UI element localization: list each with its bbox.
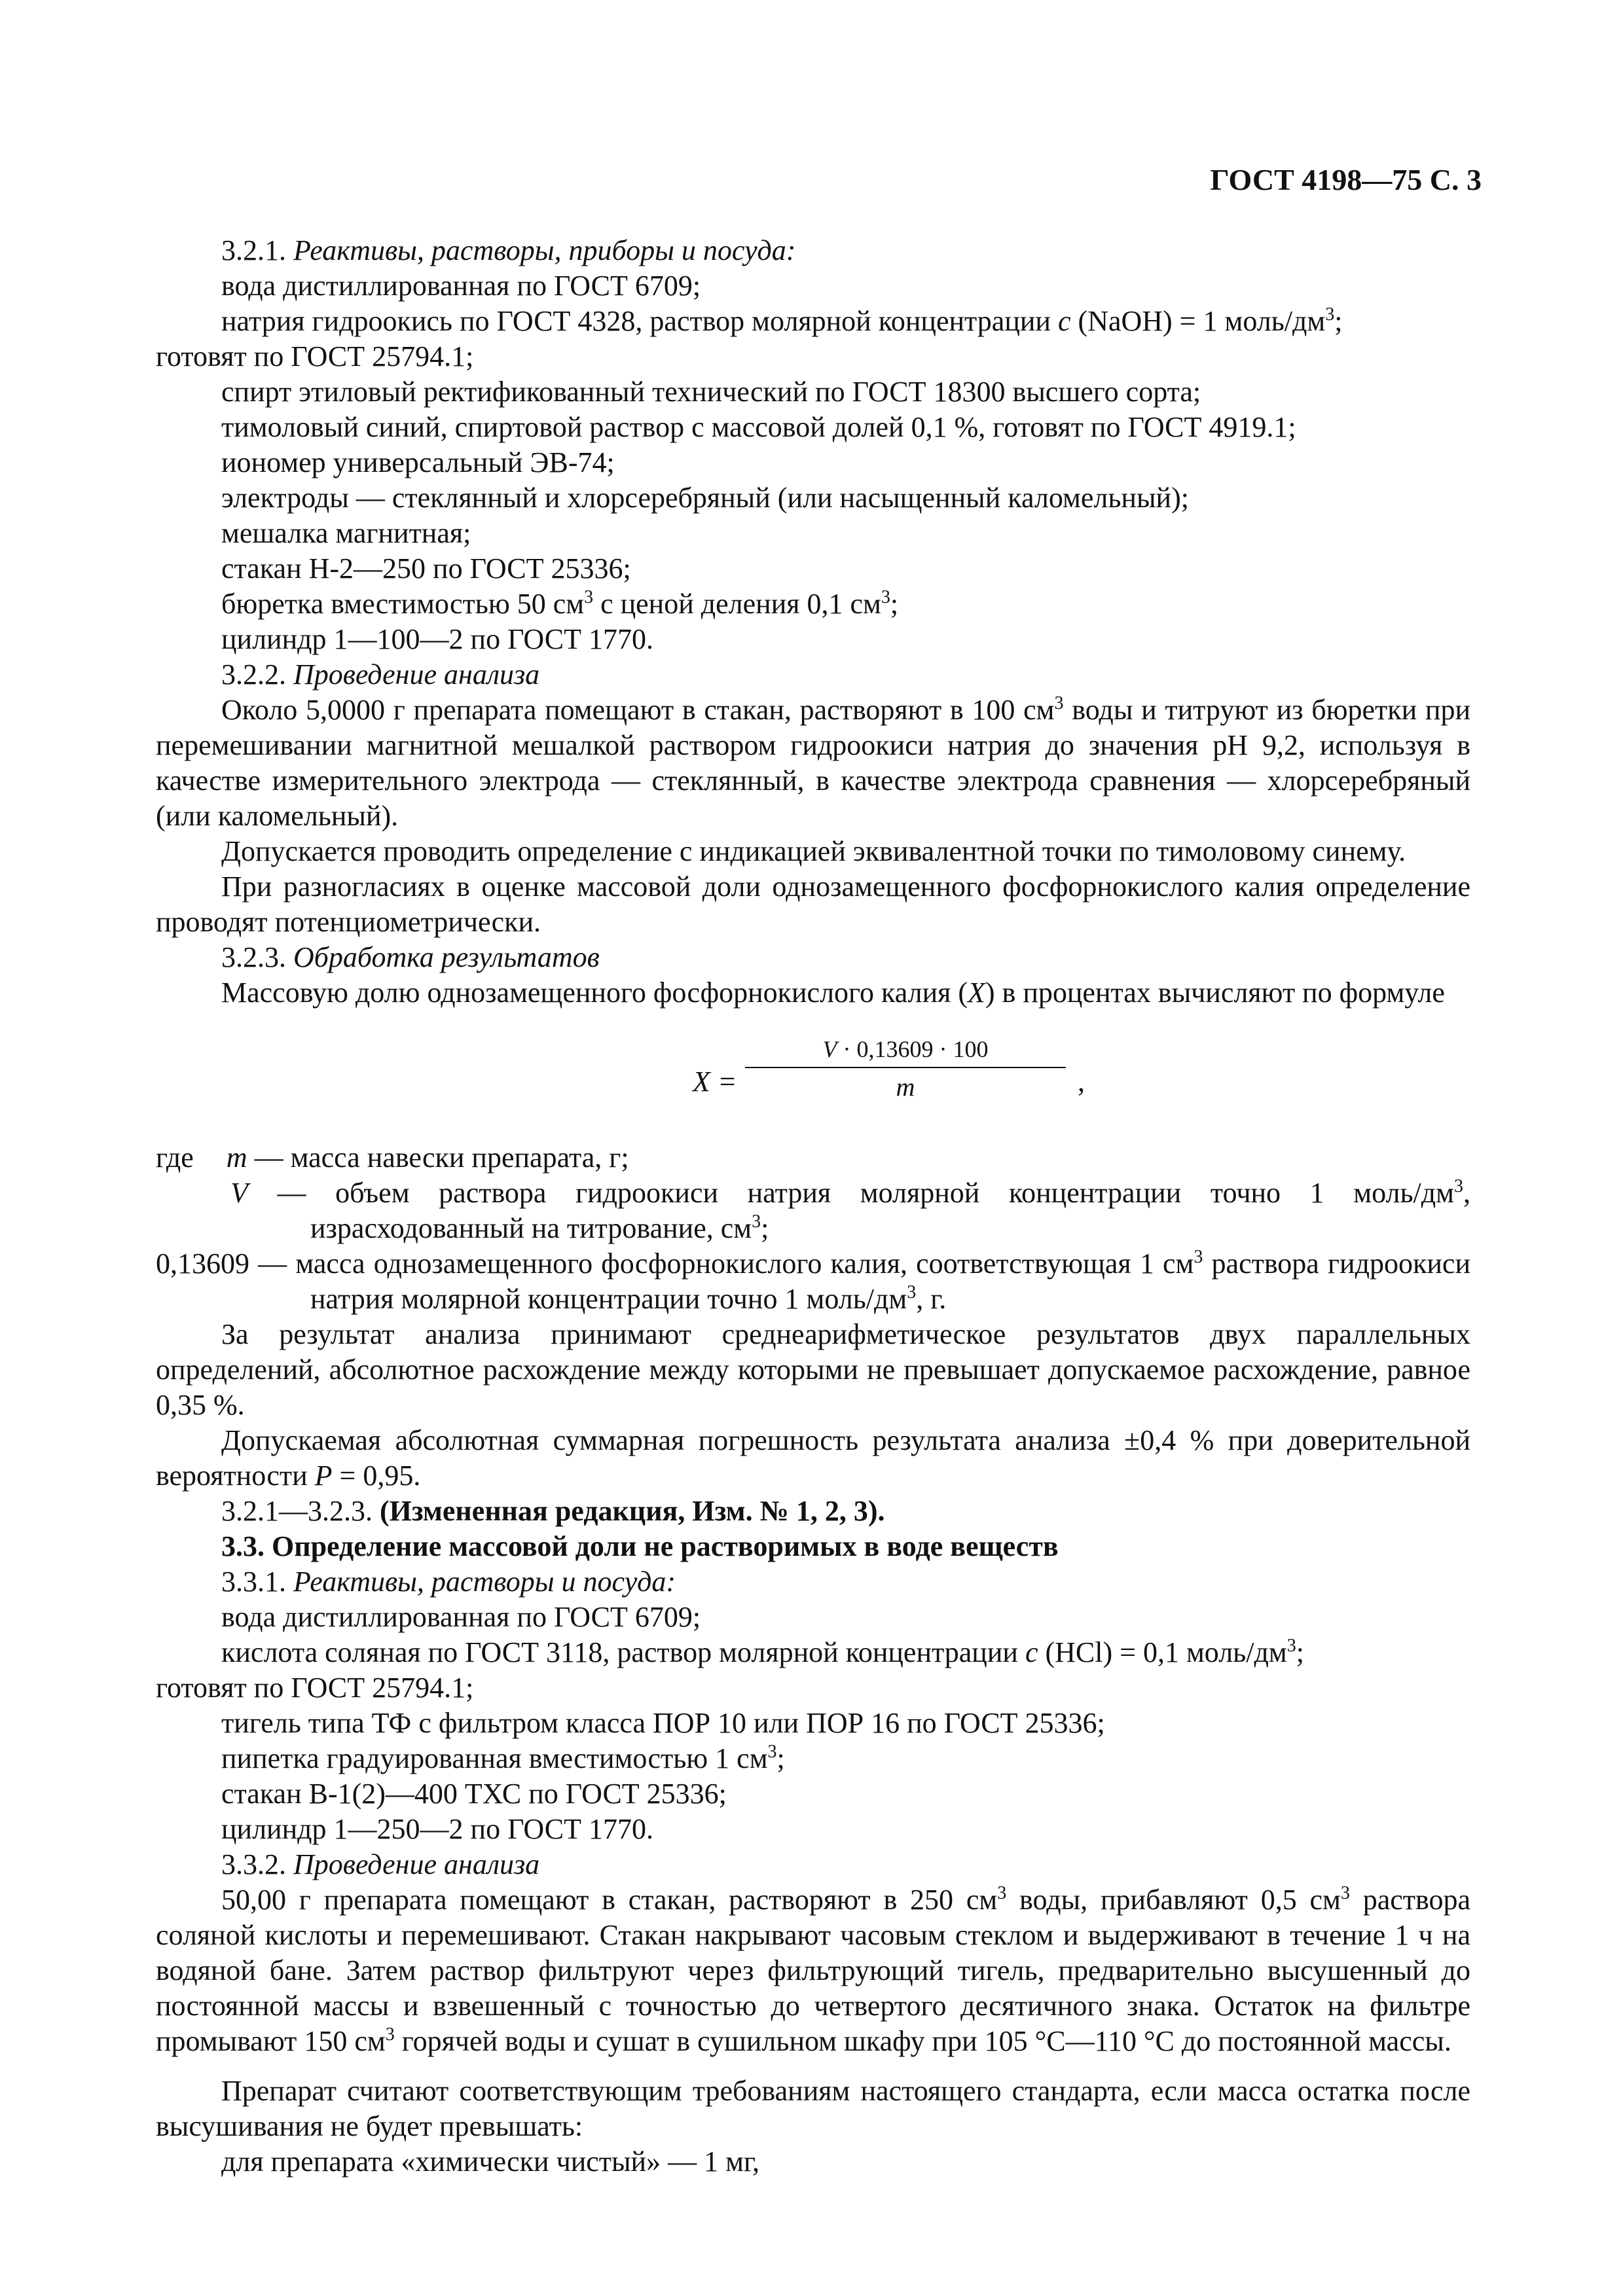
reagent-line: готовят по ГОСТ 25794.1; — [156, 340, 474, 372]
reagent-line: бюретка вместимостью 50 $см^3$ с ценой деления 0,1 $см^3$; — [221, 587, 899, 620]
section-3-2-2-heading: 3.2.2. Проведение анализа — [221, 658, 540, 691]
formula-legend — [156, 1140, 1470, 1317]
reagent-line: электроды — стеклянный и хлорсеребряный (или насыщенный каломельный); — [221, 482, 1189, 514]
reagent-line: пипетка градуированная вместимостью 1 $см^3$; — [221, 1742, 785, 1774]
formula-lhs: X = — [693, 1066, 737, 1098]
paragraph: для препарата «химически чистый» — 1 мг, — [221, 2145, 760, 2178]
section-3-3-heading: 3.3. Определение массовой доли не растворимых в воде веществ — [221, 1530, 1059, 1562]
paragraph-gap — [156, 2059, 1470, 2073]
reagent-line: вода дистиллированная по ГОСТ 6709; — [221, 1601, 701, 1633]
reagent-line: вода дистиллированная по ГОСТ 6709; — [221, 270, 701, 302]
section-3-2-1-heading: 3.2.1. Реактивы, растворы, приборы и посуда: — [221, 234, 796, 266]
reagent-line: мешалка магнитная; — [221, 517, 471, 549]
paragraph: За результат анализа принимают среднеарифметическое результатов двух параллельных определений, абсолютное расхождение между которыми не превышает допускаемое расхождение, равное 0,35 %. — [156, 1318, 1470, 1421]
reagent-line: готовят по ГОСТ 25794.1; — [156, 1672, 474, 1704]
formula-fraction — [739, 1034, 1072, 1103]
reagent-line: тимоловый синий, спиртовой раствор с массовой долей 0,1 %, готовят по ГОСТ 4919.1; — [221, 411, 1296, 443]
amendment-note: 3.2.1—3.2.3. (Измененная редакция, Изм. № 1, 2, 3). — [221, 1495, 885, 1527]
section-3-3-2-heading: 3.3.2. Проведение анализа — [221, 1848, 540, 1880]
paragraph: При разногласиях в оценке массовой доли однозамещенного фосфорнокислого калия определение проводят потенциометрически. — [156, 870, 1470, 938]
reagent-line: спирт этиловый ректификованный технический по ГОСТ 18300 высшего сорта; — [221, 376, 1201, 408]
reagent-line: тигель типа ТФ с фильтром класса ПОР 10 или ПОР 16 по ГОСТ 25336; — [221, 1707, 1105, 1739]
formula — [156, 1026, 1470, 1135]
legend-row: V — объем раствора гидроокиси натрия молярной концентрации точно 1 моль/$дм^3$, израсходованный на титрование, $см^3$; — [230, 1176, 1470, 1244]
reagent-line: иономер универсальный ЭВ-74; — [221, 446, 615, 478]
reagent-line: цилиндр 1—250—2 по ГОСТ 1770. — [221, 1813, 653, 1845]
legend-row: где m — масса навески препарата, г; — [156, 1141, 629, 1174]
section-3-2-3-heading: 3.2.3. Обработка результатов — [221, 941, 600, 973]
paragraph: Допускается проводить определение с индикацией эквивалентной точки по тимоловому синему. — [221, 835, 1406, 867]
paragraph: 50,00 г препарата помещают в стакан, растворяют в 250 $см^3$ воды, прибавляют 0,5 $см^3$ раствора соляной кислоты и перемешивают. Стакан накрывают часовым стеклом и выдерживают в течение 1 ч на водяной бане. Затем раствор фильтруют через фильтрующий тигель, предварительно высушенный до постоянной массы и взвешенный с точностью до четвертого десятичного знака. Остаток на фильтре промывают 150 $см^3$ горячей воды и сушат в сушильном шкафу при 105 °С—110 °С до постоянной массы. — [156, 1883, 1471, 2057]
reagent-line: цилиндр 1—100—2 по ГОСТ 1770. — [221, 623, 653, 655]
reagent-line: стакан В-1(2)—400 ТХС по ГОСТ 25336; — [221, 1778, 727, 1810]
formula-comma: , — [1078, 1066, 1085, 1098]
formula-denominator: m — [896, 1072, 915, 1102]
page-header: ГОСТ 4198—75 С. 3 — [1210, 163, 1482, 196]
legend-row: 0,13609 — масса однозамещенного фосфорнокислого калия, соответствующая 1 $см^3$ раствора гидроокиси натрия молярной концентрации точно 1 моль/$дм^3$, г. — [156, 1247, 1470, 1315]
paragraph: Допускаемая абсолютная суммарная погрешность результата анализа ±0,4 % при доверительной вероятности P = 0,95. — [156, 1424, 1470, 1492]
reagent-line: стакан Н-2—250 по ГОСТ 25336; — [221, 552, 631, 584]
paragraph: Препарат считают соответствующим требованиям настоящего стандарта, если масса остатка после высушивания не будет превышать: — [156, 2075, 1470, 2142]
fraction-bar — [745, 1067, 1066, 1068]
formula-numerator: V · 0,13609 · 100 — [822, 1036, 989, 1062]
reagent-line: кислота соляная по ГОСТ 3118, раствор молярной концентрации c (HCl) = 0,1 моль/$дм^3$; — [221, 1636, 1304, 1668]
paragraph: Около 5,0000 г препарата помещают в стакан, растворяют в 100 $см^3$ воды и титруют из бюретки при перемешивании магнитной мешалкой раствором гидроокиси натрия до значения pH 9,2, используя в качестве измерительного электрода — стеклянный, в качестве электрода сравнения — хлорсеребряный (или каломельный). — [156, 693, 1470, 832]
document-body — [156, 233, 1470, 2179]
paragraph: Массовую долю однозамещенного фосфорнокислого калия (X) в процентах вычисляют по формуле — [221, 977, 1445, 1009]
section-3-3-1-heading: 3.3.1. Реактивы, растворы и посуда: — [221, 1566, 676, 1598]
reagent-line: натрия гидроокись по ГОСТ 4328, раствор молярной концентрации c (NaOH) = 1 моль/$дм^3$; — [221, 304, 1343, 337]
